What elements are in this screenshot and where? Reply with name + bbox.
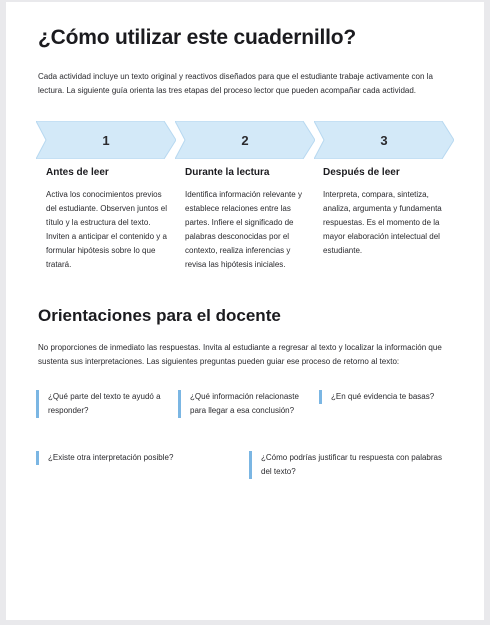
- page-title: ¿Cómo utilizar este cuadernillo?: [38, 26, 356, 49]
- step-text-1: Activa los conocimientos previos del estudiante. Observen juntos el título y la estructura del texto. Inviten a anticipar el contenido y a formular hipótesis sobre lo que tratará.: [46, 190, 167, 269]
- section-intro: No proporciones de inmediato las respuestas. Invita al estudiante a regresar al texto y localizar la información que sustenta sus interpretaciones. Las siguientes preguntas pueden guiar ese proceso de retorno al texto:: [38, 343, 442, 366]
- step-text-2: Identifica información relevante y establece relaciones entre las partes. Infiere el significado de palabras desconocidas por el contexto, realiza inferencias y revisa las hipótesis iniciales.: [185, 190, 302, 269]
- step-chevron-1: [36, 121, 176, 159]
- section-heading: Orientaciones para el docente: [38, 306, 281, 325]
- step-number-3: 3: [380, 132, 388, 148]
- step-text-3: Interpreta, compara, sintetiza, analiza, argumenta y fundamenta respuestas. Es el momento de la mayor elaboración intelectual del estudiante.: [323, 190, 442, 255]
- step-title-2: Durante la lectura: [185, 167, 270, 178]
- guide-question-3: ¿En qué evidencia te basas?: [319, 390, 459, 404]
- guide-question-4: ¿Existe otra interpretación posible?: [36, 451, 238, 465]
- guide-question-2: ¿Qué información relacionaste para llegar a esa conclusión?: [178, 390, 312, 418]
- step-number-1: 1: [102, 132, 110, 148]
- intro-paragraph: Cada actividad incluye un texto original y reactivos diseñados para que el estudiante trabaje activamente con la lectura. La siguiente guía orienta las tres etapas del proceso lector que pueden acompañar cada actividad.: [38, 72, 433, 95]
- step-column-1: [46, 167, 168, 272]
- guide-question-1: ¿Qué parte del texto te ayudó a responder?: [36, 390, 171, 418]
- step-title-3: Después de leer: [323, 167, 400, 178]
- guide-question-5: ¿Cómo podrías justificar tu respuesta con palabras del texto?: [249, 451, 451, 479]
- step-chevron-2: [175, 121, 315, 159]
- step-column-3: [323, 167, 445, 258]
- step-number-2: 2: [241, 132, 249, 148]
- document-page: [6, 2, 484, 620]
- step-column-2: [185, 167, 307, 272]
- step-chevron-3: [314, 121, 454, 159]
- step-title-1: Antes de leer: [46, 167, 109, 178]
- process-steps: [36, 121, 456, 159]
